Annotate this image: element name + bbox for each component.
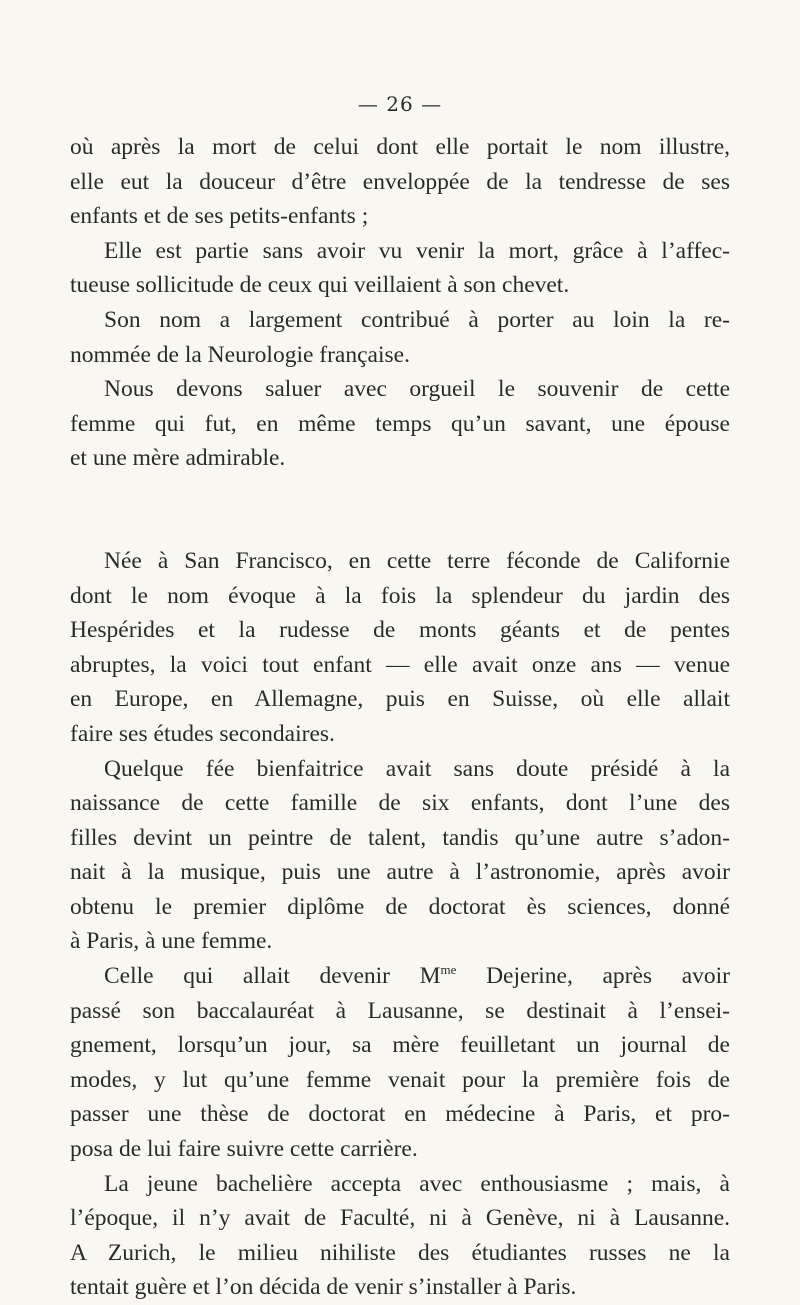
paragraph bbox=[70, 303, 730, 372]
text-line bbox=[70, 959, 730, 994]
text-line: abruptes, la voici tout enfant — elle avait onze ans — venue bbox=[70, 651, 730, 678]
text-line: à Paris, à une femme. bbox=[70, 928, 273, 955]
text-line: tentait guère et l’on décida de venir s’installer à Paris. bbox=[70, 1274, 577, 1301]
text-line: tueuse sollicitude de ceux qui veillaient à son chevet. bbox=[70, 272, 570, 299]
text-line: posa de lui faire suivre cette carrière. bbox=[70, 1136, 418, 1163]
text-line: Quelque fée bienfaitrice avait sans doute présidé à la bbox=[104, 755, 730, 782]
text-line: Nous devons saluer avec orgueil le souvenir de cette bbox=[104, 376, 730, 403]
text-line: femme qui fut, en même temps qu’un savant, une épouse bbox=[70, 410, 730, 437]
text-line: et une mère admirable. bbox=[70, 445, 286, 472]
section-gap bbox=[70, 476, 730, 544]
text-line: l’époque, il n’y avait de Faculté, ni à Genève, ni à Lausanne. bbox=[70, 1205, 730, 1232]
text-line: nait à la musique, puis une autre à l’astronomie, après avoir bbox=[70, 859, 730, 886]
text-line: Elle est partie sans avoir vu venir la mort, grâce à l’affec- bbox=[104, 237, 730, 264]
text-line: elle eut la douceur d’être enveloppée de la tendresse de ses bbox=[70, 168, 730, 195]
text-line: obtenu le premier diplôme de doctorat ès sciences, donné bbox=[70, 893, 730, 920]
text-line: La jeune bachelière accepta avec enthousiasme ; mais, à bbox=[104, 1170, 730, 1197]
text-fragment: Celle qui allait devenir M bbox=[104, 963, 441, 990]
text-line: nommée de la Neurologie française. bbox=[70, 341, 410, 368]
superscript: me bbox=[440, 962, 457, 978]
text-line: Son nom a largement contribué à porter au loin la re- bbox=[104, 306, 730, 333]
text-line: passé son baccalauréat à Lausanne, se destinait à l’ensei- bbox=[70, 997, 730, 1024]
paragraph bbox=[70, 959, 730, 1167]
body-text bbox=[70, 130, 730, 1305]
text-line: Née à San Francisco, en cette terre féconde de Californie bbox=[104, 547, 730, 574]
text-line: où après la mort de celui dont elle portait le nom illustre, bbox=[70, 134, 730, 160]
text-line: modes, y lut qu’une femme venait pour la première fois de bbox=[70, 1066, 730, 1093]
paragraph bbox=[70, 130, 730, 234]
paragraph bbox=[70, 752, 730, 960]
paragraph bbox=[70, 1167, 730, 1305]
text-line: en Europe, en Allemagne, puis en Suisse, où elle allait bbox=[70, 686, 730, 713]
paragraph bbox=[70, 234, 730, 303]
paragraph bbox=[70, 544, 730, 752]
paragraph bbox=[70, 372, 730, 476]
text-line: dont le nom évoque à la fois la splendeur du jardin des bbox=[70, 582, 730, 609]
text-line: Hespérides et la rudesse de monts géants et de pentes bbox=[70, 617, 730, 644]
text-line: faire ses études secondaires. bbox=[70, 720, 335, 747]
text-line: filles devint un peintre de talent, tandis qu’une autre s’adon- bbox=[70, 824, 730, 851]
text-line: enfants et de ses petits-enfants ; bbox=[70, 203, 369, 230]
text-line: passer une thèse de doctorat en médecine à Paris, et pro- bbox=[70, 1101, 730, 1128]
text-fragment: Dejerine, après avoir bbox=[456, 963, 731, 990]
text-line: gnement, lorsqu’un jour, sa mère feuilletant un journal de bbox=[70, 1032, 730, 1059]
text-line: naissance de cette famille de six enfants, dont l’une des bbox=[70, 790, 730, 817]
text-line: A Zurich, le milieu nihiliste des étudiantes russes ne la bbox=[70, 1239, 730, 1266]
page-number: — 26 — bbox=[357, 92, 443, 116]
